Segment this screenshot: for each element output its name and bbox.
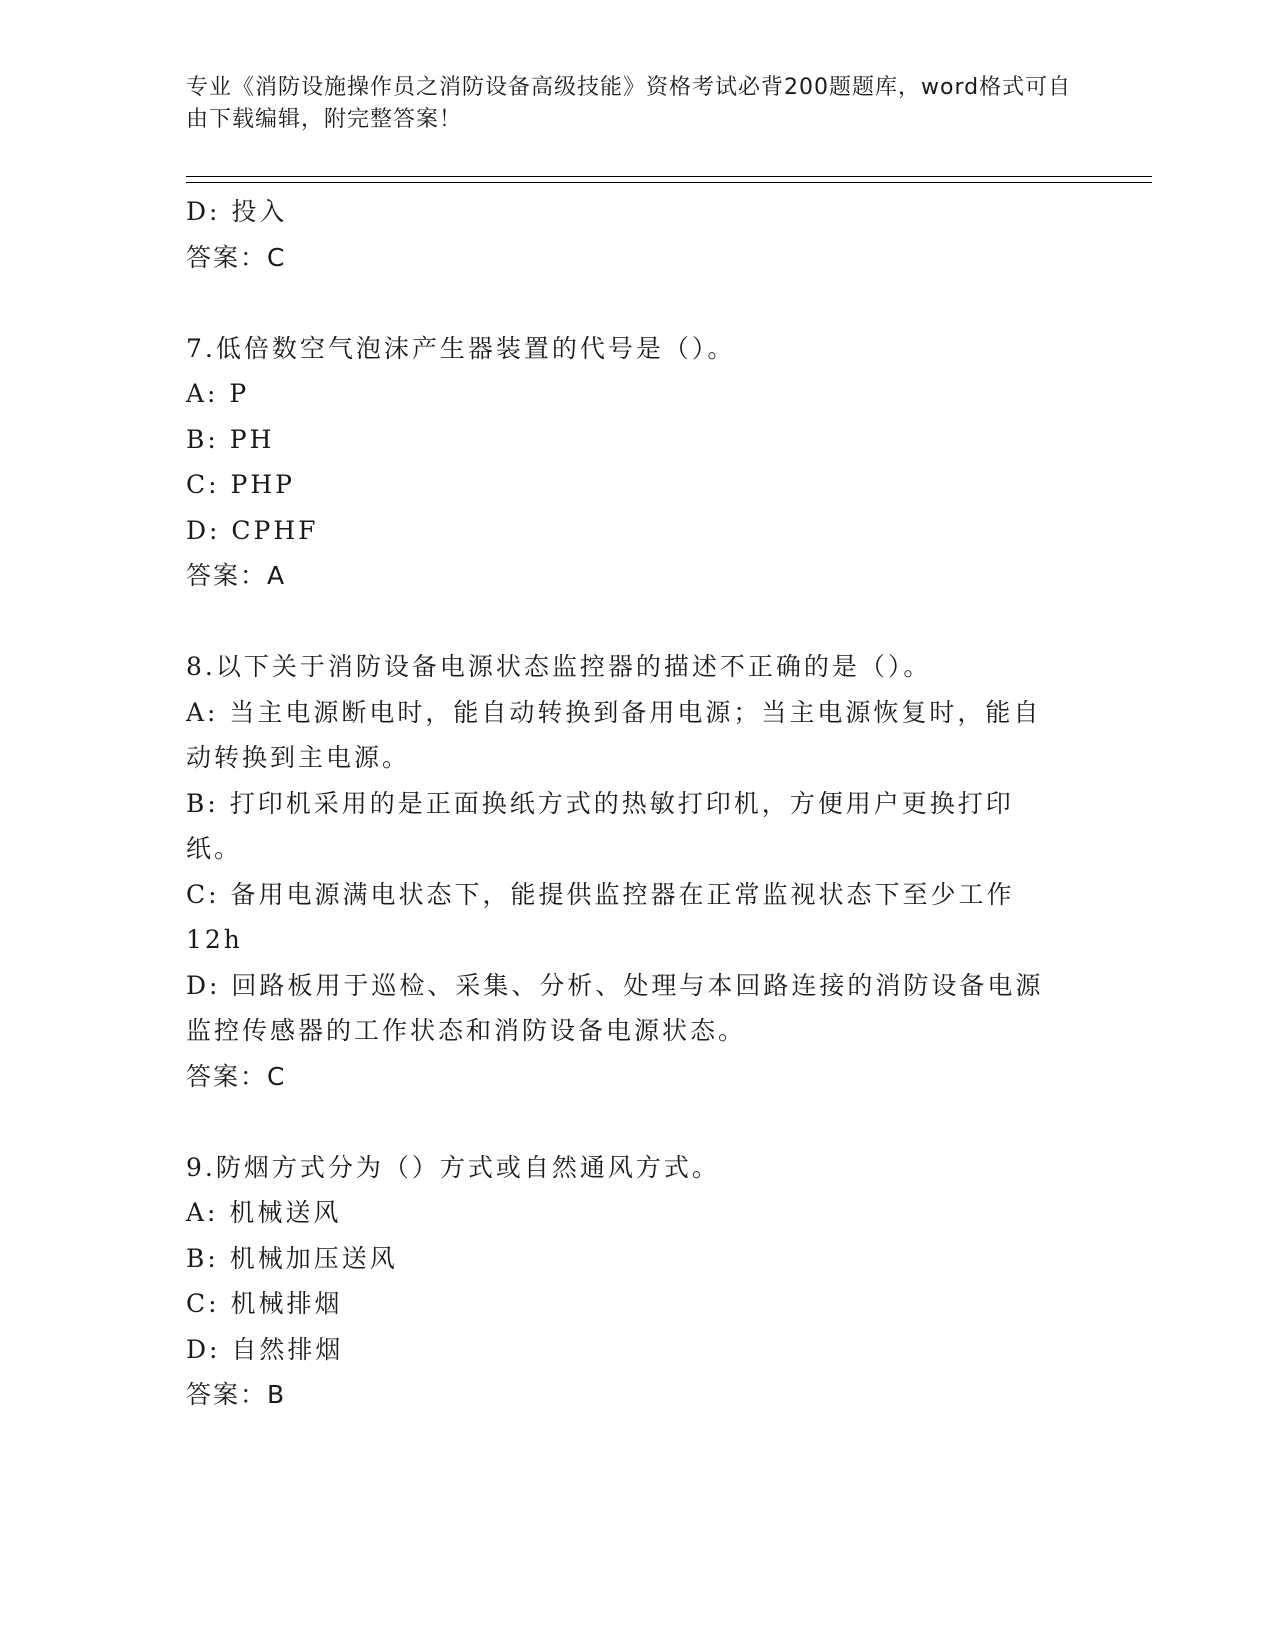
question-8-option-c: C: 备用电源满电状态下，能提供监控器在正常监视状态下至少工作12h — [186, 879, 1015, 954]
question-8-option-d: D: 回路板用于巡检、采集、分析、处理与本回路连接的消防设备电源监控传感器的工作状态和消防设备电源状态。 — [186, 970, 1044, 1045]
question-8-stem: 8.以下关于消防设备电源状态监控器的描述不正确的是（）。 — [186, 652, 932, 681]
question-9-option-a: A: 机械送风 — [186, 1198, 342, 1227]
spacer — [186, 1099, 1086, 1145]
question-9-option-c: C: 机械排烟 — [186, 1289, 343, 1318]
question-9-stem: 9.防烟方式分为（）方式或自然通风方式。 — [186, 1152, 720, 1182]
question-8-option-a: A: 当主电源断电时，能自动转换到备用电源；当主电源恢复时，能自动转换到主电源。 — [186, 697, 1042, 772]
question-9-option-d: D: 自然排烟 — [186, 1334, 344, 1364]
option-d-prev: D: 投入 — [186, 197, 288, 226]
question-7-option-b: B: PH — [186, 424, 275, 454]
question-list — [186, 189, 1086, 1418]
question-8-option-b: B: 打印机采用的是正面换纸方式的热敏打印机，方便用户更换打印纸。 — [186, 788, 1014, 863]
spacer — [186, 599, 1086, 645]
question-7-answer: 答案：A — [186, 561, 287, 590]
spacer — [186, 280, 1086, 326]
question-7-option-d: D: CPHF — [186, 515, 319, 545]
question-7-option-a: A: P — [186, 379, 250, 408]
answer-prev: 答案：C — [186, 242, 287, 272]
question-8-answer: 答案：C — [186, 1061, 287, 1091]
question-7-option-c: C: PHP — [186, 470, 295, 499]
question-9-answer: 答案：B — [186, 1380, 287, 1409]
document-header: 专业《消防设施操作员之消防设备高级技能》资格考试必背200题题库，word格式可自由下载编辑，附完整答案！ — [186, 75, 1072, 132]
question-9-option-b: B: 机械加压送风 — [186, 1243, 398, 1273]
header-double-rule — [186, 176, 1152, 183]
question-7-stem: 7.低倍数空气泡沫产生器装置的代号是（）。 — [186, 333, 736, 363]
